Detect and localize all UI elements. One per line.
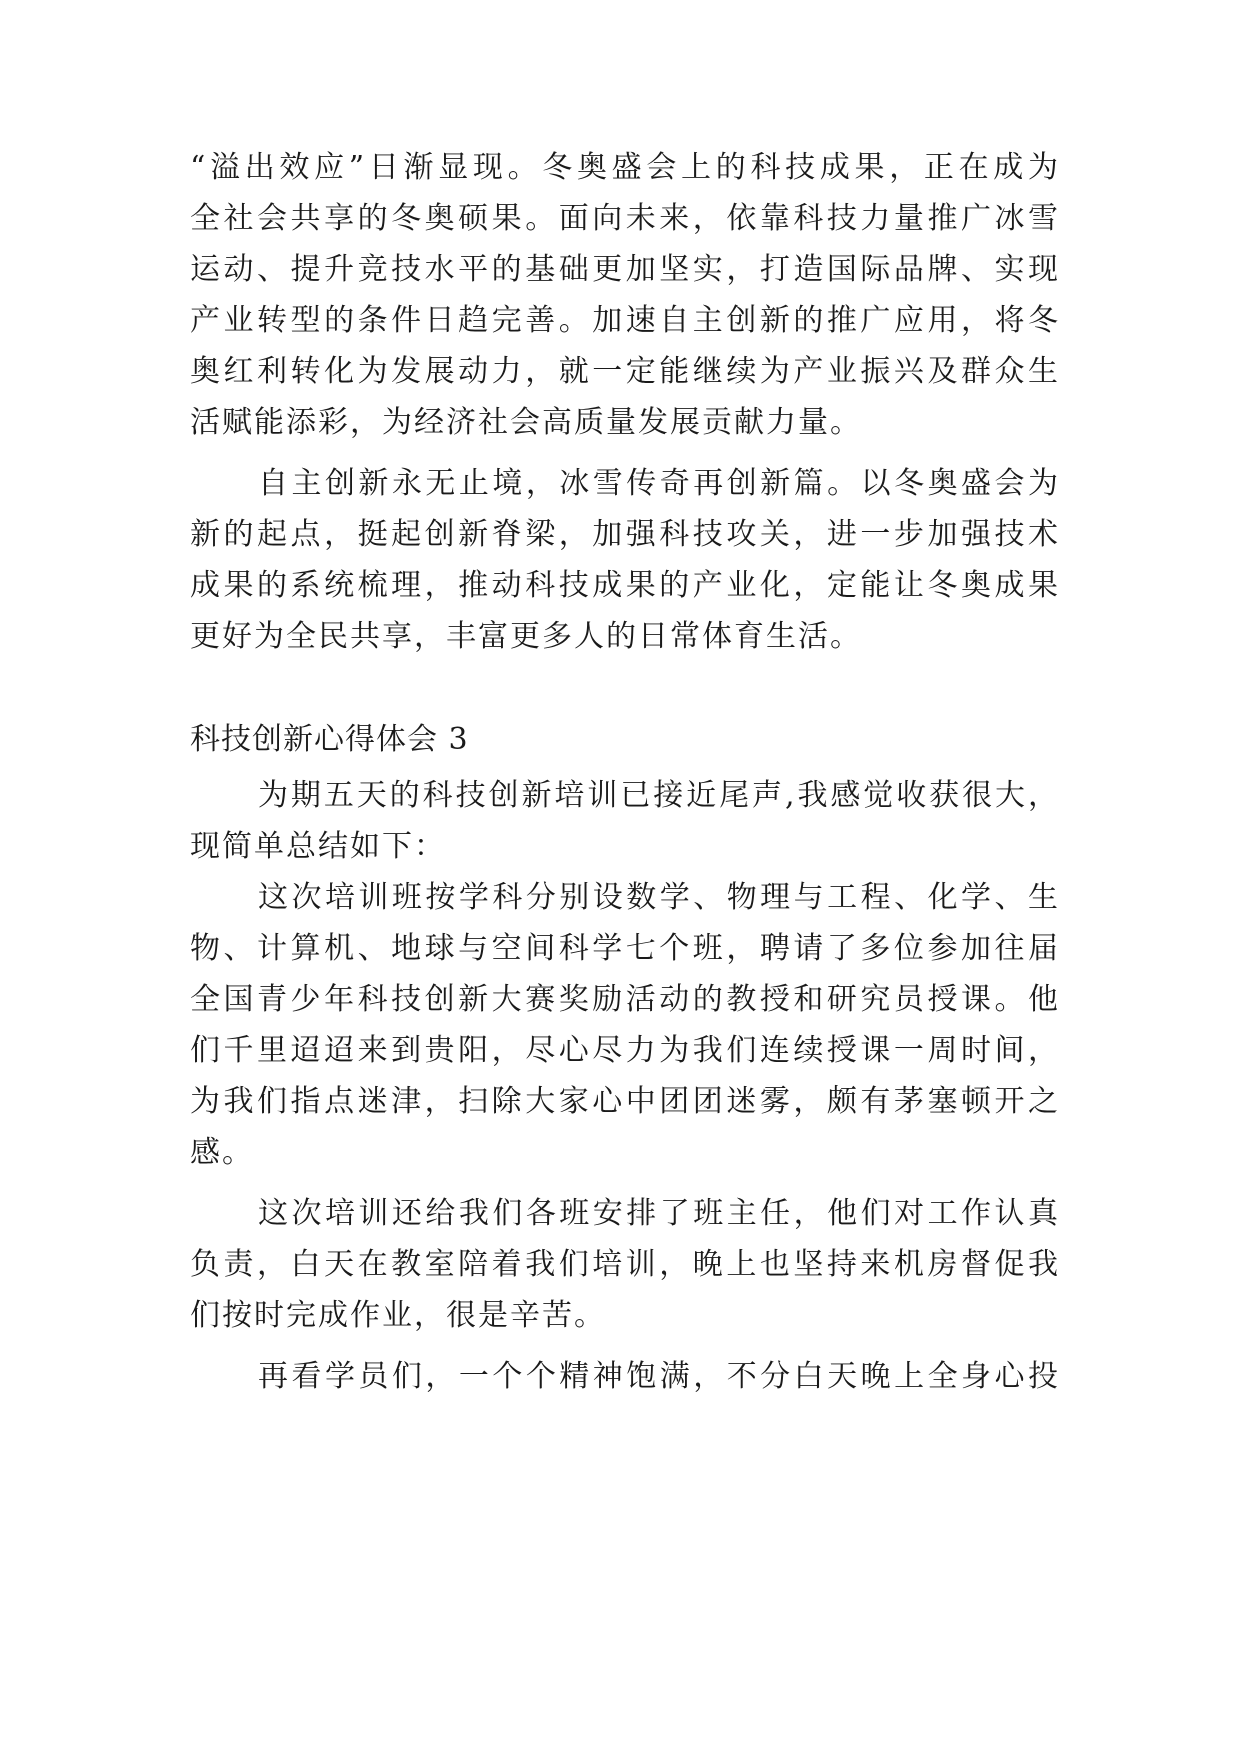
paragraph-first-line: 为期五天的科技创新培训已接近尾声,我感觉收获很大， [258, 778, 1060, 813]
paragraph-line: 新的起点，挺起创新脊梁，加强科技攻关，进一步加强技术 [190, 517, 1060, 552]
paragraph-line: 产业转型的条件日趋完善。加速自主创新的推广应用，将冬 [190, 303, 1060, 338]
paragraph-line: 为我们指点迷津，扫除大家心中团团迷雾，颇有茅塞顿开之 [190, 1084, 1060, 1119]
paragraph-line: 物、计算机、地球与空间科学七个班，聘请了多位参加往届 [190, 931, 1060, 966]
paragraph-first-line: 这次培训还给我们各班安排了班主任，他们对工作认真 [258, 1196, 1060, 1231]
paragraph-line: 活赋能添彩，为经济社会高质量发展贡献力量。 [190, 405, 862, 440]
paragraph-line: 们千里迢迢来到贵阳，尽心尽力为我们连续授课一周时间， [190, 1033, 1060, 1068]
paragraph-line: 成果的系统梳理，推动科技成果的产业化，定能让冬奥成果 [190, 568, 1060, 603]
paragraph-first-line: 这次培训班按学科分别设数学、物理与工程、化学、生 [258, 880, 1060, 915]
paragraph-line: 全国青少年科技创新大赛奖励活动的教授和研究员授课。他 [190, 982, 1060, 1017]
paragraph-line: 现简单总结如下： [190, 829, 446, 864]
paragraph-line: “溢出效应”日渐显现。冬奥盛会上的科技成果，正在成为 [190, 150, 1060, 185]
paragraph-line: 奥红利转化为发展动力，就一定能继续为产业振兴及群众生 [190, 354, 1060, 389]
paragraph-line: 全社会共享的冬奥硕果。面向未来，依靠科技力量推广冰雪 [190, 201, 1060, 236]
paragraph-line: 更好为全民共享，丰富更多人的日常体育生活。 [190, 619, 862, 654]
section-heading: 科技创新心得体会 3 [190, 722, 469, 757]
paragraph-line: 们按时完成作业，很是辛苦。 [190, 1298, 606, 1333]
paragraph-first-line: 再看学员们，一个个精神饱满，不分白天晚上全身心投 [258, 1359, 1060, 1394]
paragraph-line: 感。 [190, 1135, 254, 1170]
paragraph-first-line: 自主创新永无止境，冰雪传奇再创新篇。以冬奥盛会为 [258, 466, 1060, 501]
paragraph-line: 负责，白天在教室陪着我们培训，晚上也坚持来机房督促我 [190, 1247, 1060, 1282]
paragraph-line: 运动、提升竞技水平的基础更加坚实，打造国际品牌、实现 [190, 252, 1060, 287]
